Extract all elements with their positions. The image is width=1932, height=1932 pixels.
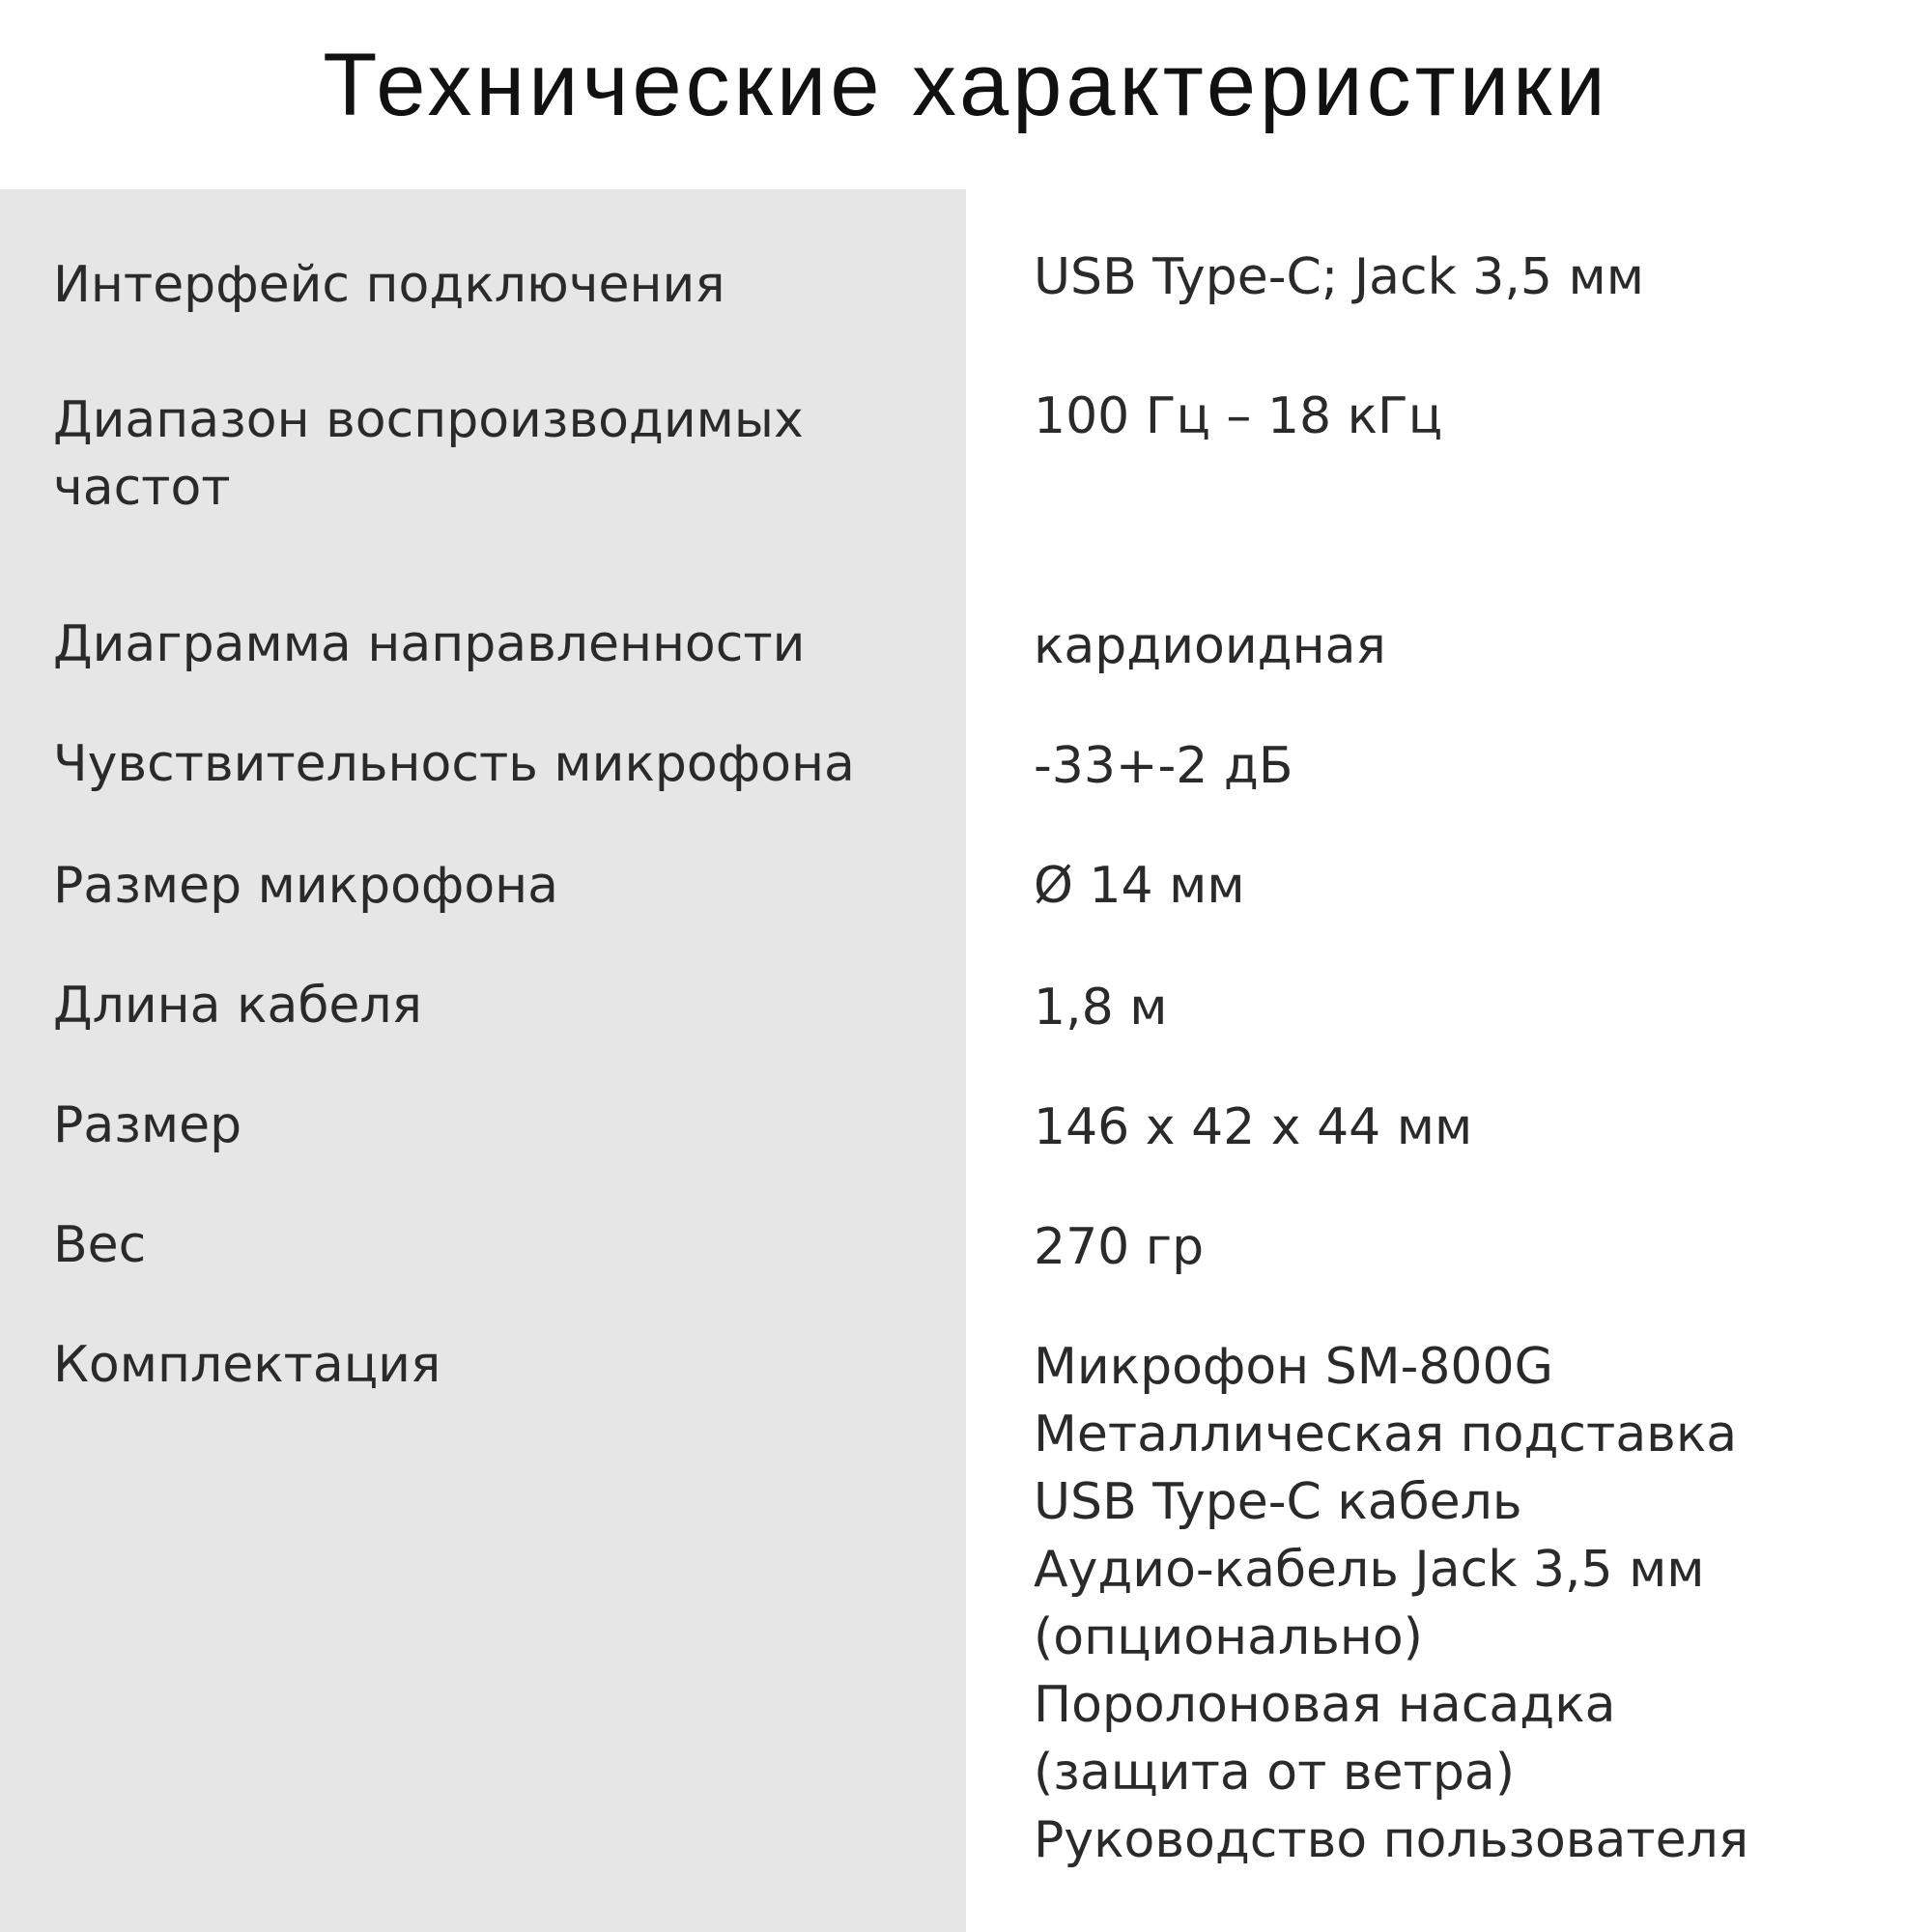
spec-label-mic-size: Размер микрофона	[53, 857, 559, 915]
spec-label-package: Комплектация	[53, 1336, 441, 1394]
spec-value-interface: USB Type-C; Jack 3,5 мм	[1034, 248, 1644, 306]
spec-label-sensitivity: Чувствительность микрофона	[53, 735, 855, 793]
spec-label-weight: Вес	[53, 1216, 147, 1274]
page-title: Технические характеристики	[323, 36, 1609, 134]
spec-value-dimensions: 146 x 42 x 44 мм	[1034, 1098, 1473, 1156]
spec-label-interface: Интерфейс подключения	[53, 256, 725, 314]
spec-value-polar-pattern: кардиоидная	[1034, 617, 1386, 675]
spec-value-sensitivity: -33+-2 дБ	[1034, 737, 1293, 795]
spec-label-cable-length: Длина кабеля	[53, 977, 422, 1035]
spec-label-polar-pattern: Диаграмма направленности	[53, 615, 806, 673]
spec-value-package: Микрофон SM-800G Металлическая подставка USB Type-C кабель Аудио-кабель Jack 3,5 мм (опционально) Поролоновая насадка (защита от ветра) Руководство пользователя	[1034, 1338, 1749, 1869]
spec-label-frequency-range: Диапазон воспроизводимых частот	[53, 391, 804, 517]
spec-label-dimensions: Размер	[53, 1096, 242, 1154]
spec-value-mic-size: Ø 14 мм	[1034, 857, 1245, 915]
spec-value-weight: 270 гр	[1034, 1218, 1205, 1276]
spec-value-cable-length: 1,8 м	[1034, 979, 1168, 1037]
spec-value-frequency-range: 100 Гц – 18 кГц	[1034, 387, 1443, 445]
